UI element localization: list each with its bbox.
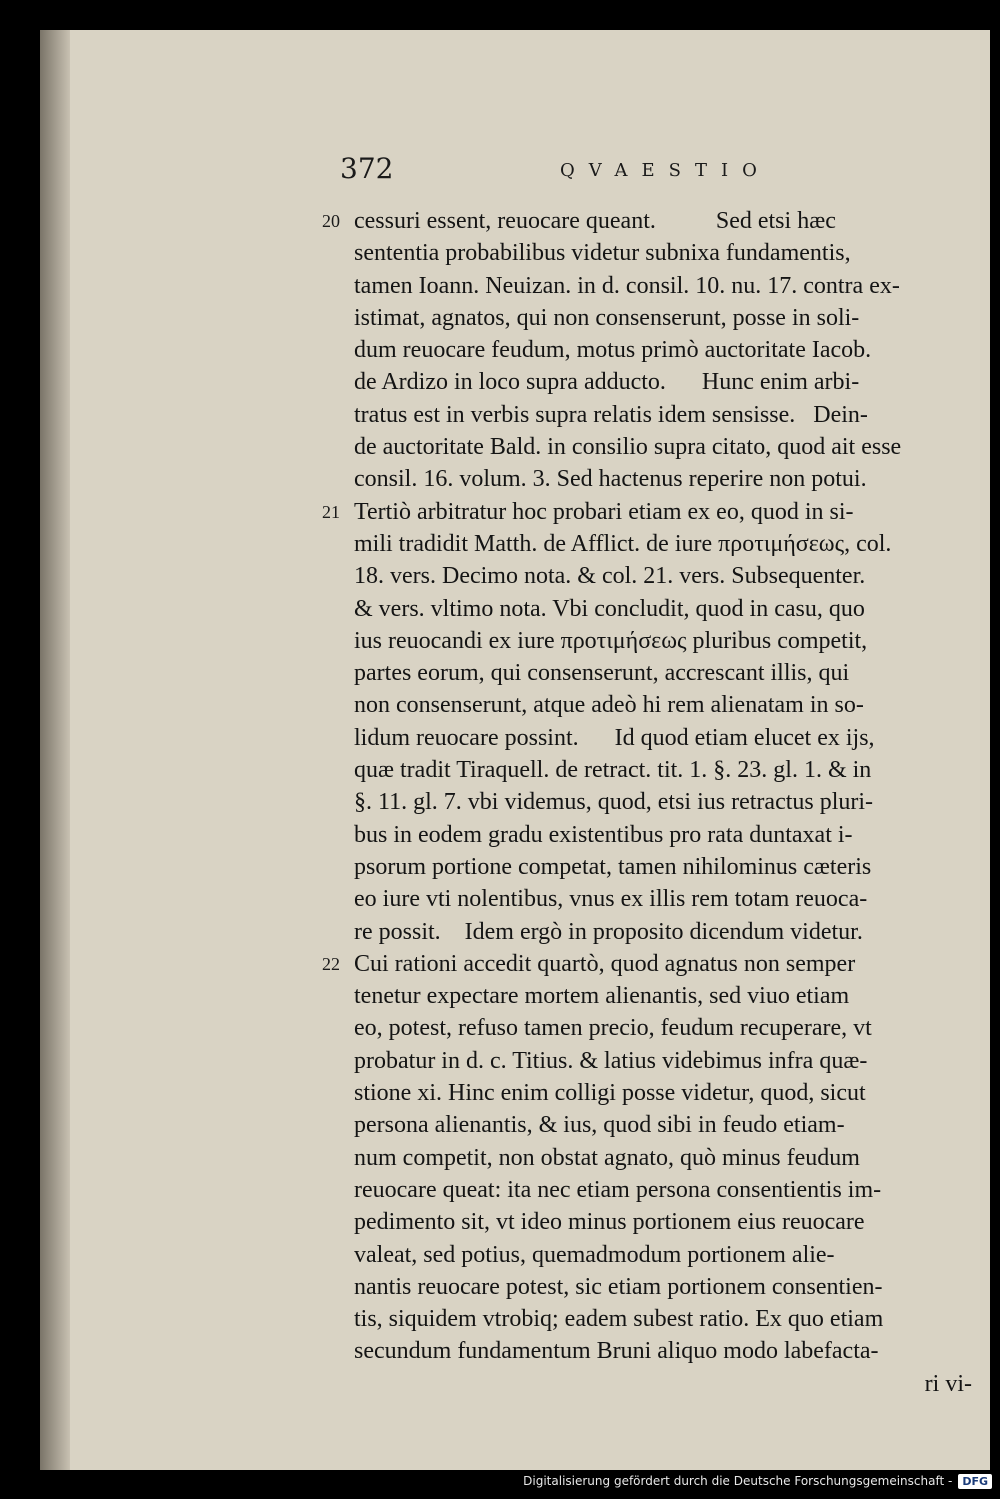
text-line [310,1012,1000,1044]
line-text: cessuri essent, reuocare queant. Sed etsi hæc [354,208,836,234]
text-line [310,625,1000,657]
text-line [310,1109,1000,1141]
book-page [40,30,990,1470]
margin-number: 20 [322,211,340,231]
line-text: pedimento sit, vt ideo minus portionem eius reuocare [354,1209,865,1236]
line-text: 18. vers. Decimo nota. & col. 21. vers. Subsequenter. [354,563,866,590]
line-text: probatur in d. c. Titius. & latius videbimus infra quæ- [354,1047,868,1074]
text-line [310,916,1000,948]
line-text: de Ardizo in loco supra adducto. Hunc enim arbi- [354,369,860,396]
text-line [310,1239,1000,1271]
line-text: tenetur expectare mortem alienantis, sed viuo etiam [354,983,850,1010]
line-text: partes eorum, qui consenserunt, accrescant illis, qui [354,660,850,687]
line-text: Cui rationi accedit quartò, quod agnatus non semper [354,950,856,977]
text-line [310,1335,1000,1367]
line-text: consil. 16. volum. 3. Sed hactenus reperire non potui. [354,466,867,493]
text-line [310,657,1000,689]
text-line [310,1045,1000,1077]
running-head: QVAESTIO [560,160,771,181]
text-line [310,270,1000,302]
text-line [310,883,1000,915]
line-text: dum reuocare feudum, motus primò auctoritate Iacob. [354,337,872,364]
line-text: psorum portione competat, tamen nihilominus cæteris [354,853,872,880]
line-text: tratus est in verbis supra relatis idem sensisse. Dein- [354,401,868,428]
line-text: persona alienantis, & ius, quod sibi in feudo etiam- [354,1112,845,1139]
text-line [310,1077,1000,1109]
line-text: valeat, sed potius, quemadmodum portionem alie- [354,1241,835,1268]
text-line [310,463,1000,495]
line-text: tamen Ioann. Neuizan. in d. consil. 10. nu. 17. contra ex- [354,272,900,299]
text-line [310,1174,1000,1206]
text-line [310,851,1000,883]
text-line [310,593,1000,625]
text-line [310,1303,1000,1335]
line-text: & vers. vltimo nota. Vbi concludit, quod in casu, quo [354,595,865,622]
line-text: sententia probabilibus videtur subnixa fundamentis, [354,240,851,267]
margin-number: 22 [322,953,340,974]
line-text: tis, siquidem vtrobiq; eadem subest ratio. Ex quo etiam [354,1306,884,1333]
line-text: stione xi. Hinc enim colligi posse videtur, quod, sicut [354,1080,866,1107]
line-text: mili tradidit Matth. de Afflict. de iure προτιμήσεως, col. [354,530,892,557]
dfg-logo: DFG [958,1474,992,1489]
line-text: ius reuocandi ex iure προτιμήσεως pluribus competit, [354,627,868,654]
line-text: quæ tradit Tiraquell. de retract. tit. 1. §. 23. gl. 1. & in [354,757,872,784]
text-line [310,786,1000,818]
text-line [310,1142,1000,1174]
text-line [310,1206,1000,1238]
line-text: reuocare queat: ita nec etiam persona consentientis im- [354,1176,882,1203]
text-line [310,1368,1000,1400]
text-line [310,980,1000,1012]
line-text: secundum fundamentum Bruni aliquo modo labefacta- [354,1338,879,1365]
line-text: re possit. Idem ergò in proposito dicendum videtur. [354,918,863,945]
line-text: istimat, agnatos, qui non consenserunt, posse in soli- [354,304,860,331]
text-line [310,722,1000,754]
line-text: ri vi- [924,1370,972,1397]
line-text: non consenserunt, atque adeò hi rem alienatam in so- [354,692,864,719]
text-line [310,205,1000,237]
line-text: bus in eodem gradu existentibus pro rata duntaxat i- [354,821,853,848]
text-line [310,399,1000,431]
line-text: §. 11. gl. 7. vbi videmus, quod, etsi ius retractus pluri- [354,789,874,816]
line-text: num competit, non obstat agnato, quò minus feudum [354,1144,860,1171]
text-line [310,754,1000,786]
text-line [310,1271,1000,1303]
line-text: lidum reuocare possint. Id quod etiam elucet ex ijs, [354,724,875,751]
line-text: de auctoritate Bald. in consilio supra citato, quod ait esse [354,434,902,461]
line-text: eo iure vti nolentibus, vnus ex illis rem totam reuoca- [354,886,868,913]
line-text: nantis reuocare potest, sic etiam portionem consentien- [354,1273,883,1300]
text-line [310,496,1000,528]
footer-credit [523,1471,992,1491]
text-line [310,819,1000,851]
line-text: Tertiò arbitratur hoc probari etiam ex eo, quod in si- [354,498,854,525]
text-line [310,302,1000,334]
text-line [310,237,1000,269]
line-text: eo, potest, refuso tamen precio, feudum recuperare, vt [354,1015,872,1042]
text-line [310,528,1000,560]
body-text [310,205,1000,1400]
text-line [310,689,1000,721]
text-line [310,948,1000,980]
text-line [310,366,1000,398]
footer-text: Digitalisierung gefördert durch die Deutsche Forschungsgemeinschaft - [523,1474,953,1488]
page-number: 372 [340,152,394,185]
text-line [310,431,1000,463]
text-line [310,334,1000,366]
page-gutter [40,30,70,1470]
page-header [40,152,990,192]
margin-number: 21 [322,501,340,522]
text-line [310,560,1000,592]
